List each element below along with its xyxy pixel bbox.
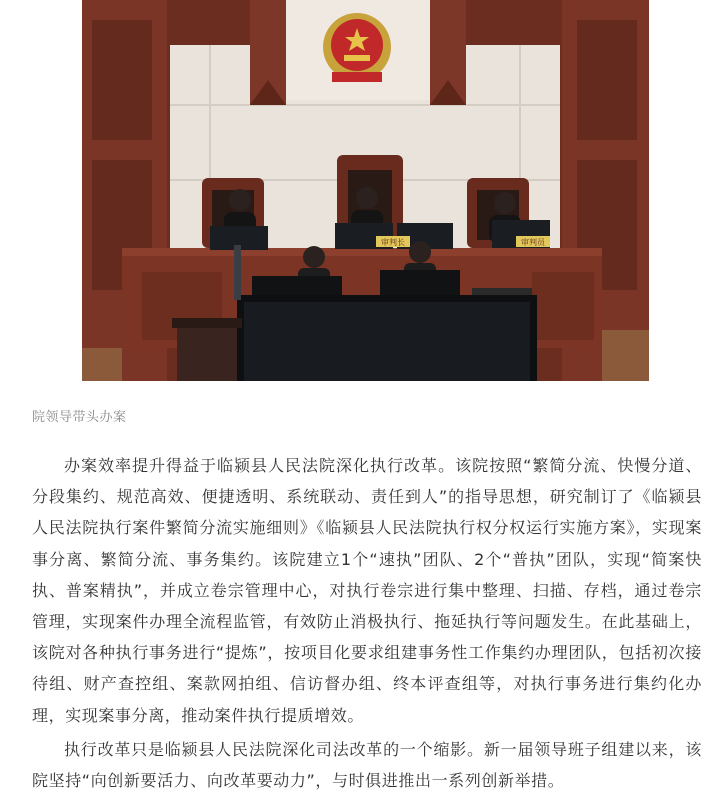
courtroom-photo	[82, 0, 649, 381]
photo-caption: 院领导带头办案	[32, 410, 127, 425]
nameplate-judge: 审判员	[521, 238, 545, 247]
nameplate-chief-judge: 审判长	[381, 238, 405, 247]
article-paragraph-2: 执行改革只是临颍县人民法院深化司法改革的一个缩影。新一届领导班子组建以来，该院坚持“向创新要活力、向改革要动力”，与时俱进推出一系列创新举措。	[32, 740, 702, 791]
article-paragraph-1: 办案效率提升得益于临颍县人民法院深化执行改革。该院按照“繁简分流、快慢分道、分段集约、规范高效、便捷透明、系统联动、责任到人”的指导思想，研究制订了《临颍县人民法院执行案件繁简分流实施细则》《临颍县人民法院执行权分权运行实施方案》，实现案事分离、繁简分流、事务集约。该院建立1个“速执”团队、2个“普执”团队，实现“简案快执、普案精执”，并成立卷宗管理中心，对执行卷宗进行集中整理、扫描、存档，通过卷宗管理，实现案件办理全流程监管，有效防止消极执行、拖延执行等问题发生。在此基础上，该院对各种执行事务进行“提炼”，按项目化要求组建事务性工作集约办理团队，包括初次接待组、财产查控组、案款网拍组、信访督办组、终本评查组等，对执行事务进行集约化办理，实现案事分离，推动案件执行提质增效。	[32, 456, 702, 725]
